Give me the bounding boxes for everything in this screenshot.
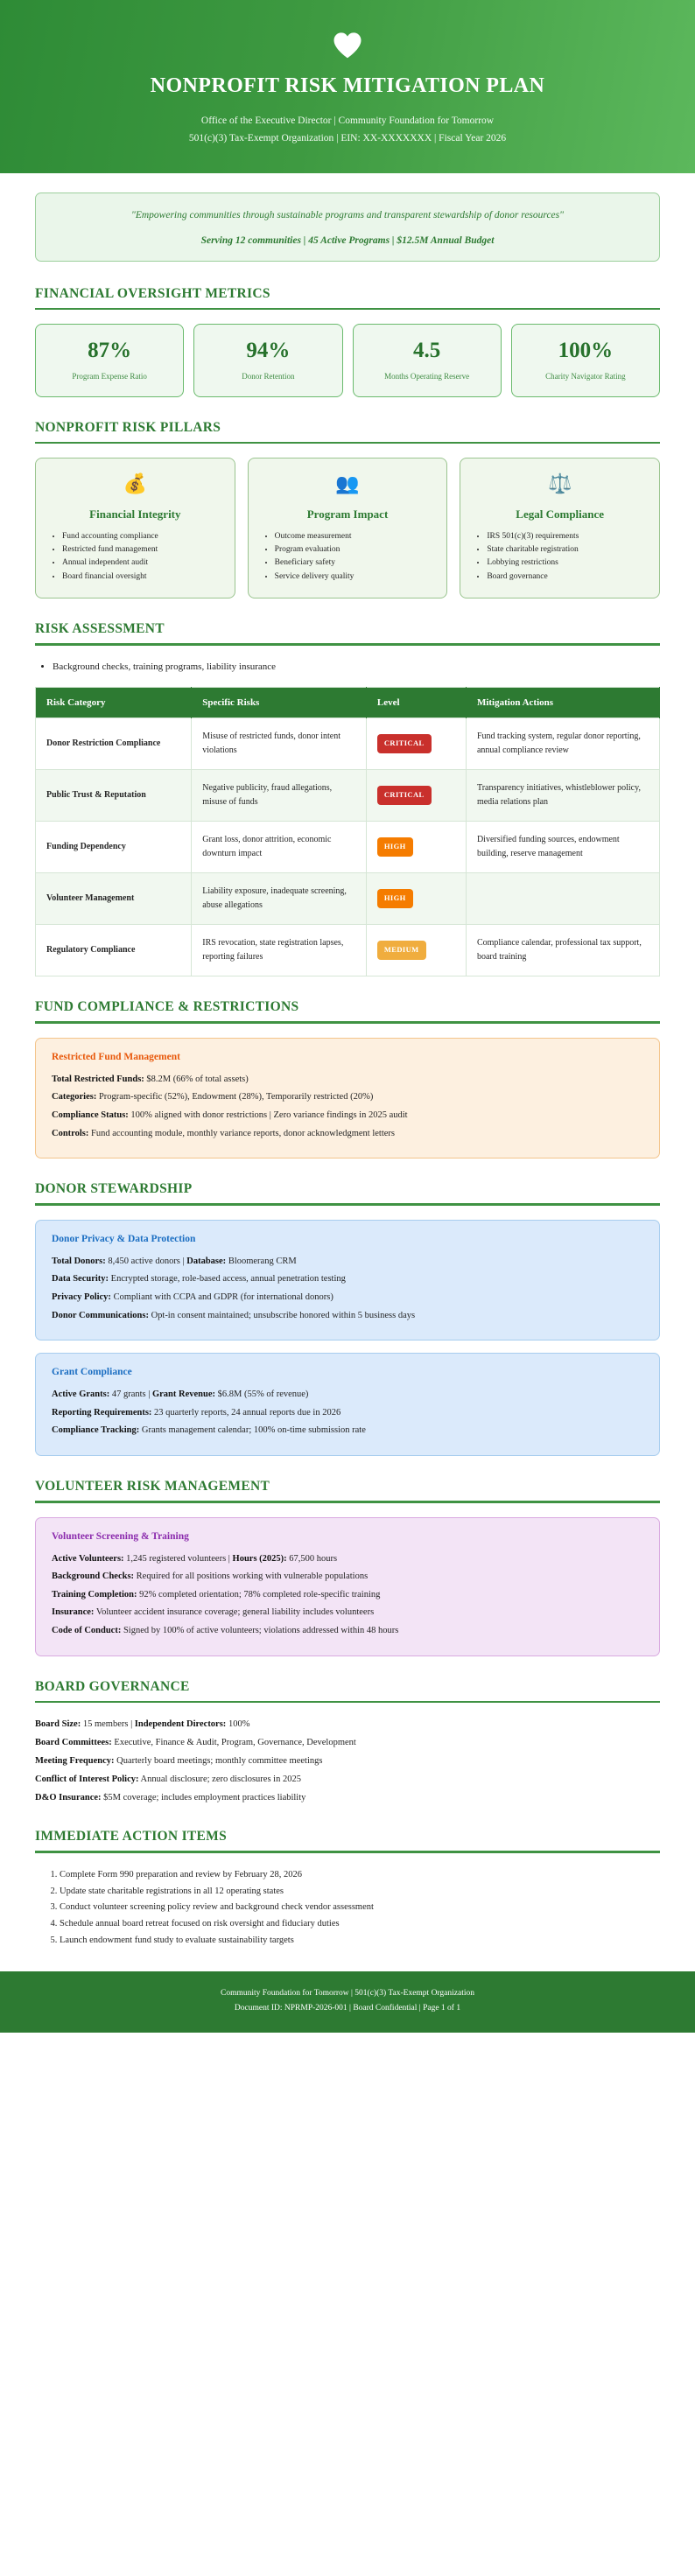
pillar-item: • Fund accounting compliance: [62, 530, 222, 543]
metric-value: 4.5: [413, 339, 441, 363]
mission-quote: "Empowering communities through sustainable programs and transparent stewardship of donor resources": [131, 210, 564, 221]
metric-card: [511, 324, 660, 397]
list-item: 3. Conduct volunteer screening policy review and background check vendor assessment: [60, 1900, 660, 1916]
table-header-row: [36, 688, 660, 718]
cell-mitigation-actions: Compliance calendar, professional tax support, board training: [466, 925, 659, 976]
section-divider: [35, 1203, 660, 1206]
table-header: [36, 688, 660, 718]
table-body: [36, 718, 660, 976]
detail-value: 15 members |: [81, 1719, 135, 1730]
heart-icon: [35, 32, 660, 59]
metric-label: Months Operating Reserve: [384, 371, 470, 381]
cell-specific-risks: Misuse of restricted funds, donor intent violations: [192, 718, 367, 770]
cell-mitigation-actions: Diversified funding sources, endowment building, reserve management: [466, 822, 659, 873]
callout-line: [52, 1271, 643, 1287]
callout-label: Reporting Requirements:: [52, 1407, 152, 1418]
cell-level: [366, 770, 466, 822]
pillar-item-list: [48, 530, 222, 584]
callout-value: 23 quarterly reports, 24 annual reports due in 2026: [151, 1407, 341, 1418]
section-financial-oversight-metrics: [35, 286, 660, 397]
status-badge: CRITICAL: [377, 786, 432, 805]
section-fund-compliance: [35, 999, 660, 1158]
detail-line: [35, 1735, 660, 1751]
callout-label: Data Security:: [52, 1274, 109, 1284]
callout-line: [52, 1605, 643, 1620]
pillar-item: • Board governance: [487, 570, 647, 584]
cell-risk-category: Volunteer Management: [36, 873, 192, 925]
detail-label: Board Committees:: [35, 1738, 112, 1748]
callout-value: $8.2M (66% of total assets): [144, 1074, 249, 1084]
section-immediate-action-items: [35, 1829, 660, 1949]
header-subtitle-line-2: 501(c)(3) Tax-Exempt Organization | EIN: XX-XXXXXXX | Fiscal Year 2026: [188, 133, 507, 144]
callout-label: Controls:: [52, 1128, 89, 1138]
section-heading: VOLUNTEER RISK MANAGEMENT: [35, 1479, 270, 1494]
cell-level: [366, 873, 466, 925]
callout-value: Fund accounting module, monthly variance reports, donor acknowledgment letters: [88, 1128, 396, 1138]
callout-value: Grants management calendar; 100% on-time submission rate: [139, 1425, 366, 1436]
column-header-level: Level: [366, 688, 466, 718]
callout-label: Active Volunteers:: [52, 1553, 124, 1564]
pillar-card-program-impact: [248, 458, 448, 598]
metric-label: Donor Retention: [242, 371, 295, 381]
callout-label: Privacy Policy:: [52, 1292, 111, 1302]
detail-value: Quarterly board meetings; monthly committee meetings: [114, 1756, 323, 1767]
callout-line: [52, 1072, 643, 1088]
detail-value: $5M coverage; includes employment practices liability: [101, 1793, 306, 1803]
detail-line: [35, 1754, 660, 1769]
callout-label: Active Grants:: [52, 1390, 110, 1400]
callout-line: [52, 1587, 643, 1603]
cell-specific-risks: IRS revocation, state registration lapses, reporting failures: [192, 925, 367, 976]
status-badge: MEDIUM: [377, 941, 426, 960]
callout-label: Total Restricted Funds:: [52, 1074, 144, 1084]
callout-line: [52, 1108, 643, 1124]
cell-specific-risks: Liability exposure, inadequate screening, abuse allegations: [192, 873, 367, 925]
callout-line: [52, 1387, 643, 1403]
callout-title: Donor Privacy & Data Protection: [52, 1233, 196, 1244]
pillar-item: • Restricted fund management: [62, 543, 222, 556]
section-heading: FINANCIAL OVERSIGHT METRICS: [35, 285, 270, 301]
list-item: 5. Launch endowment fund study to evaluate sustainability targets: [60, 1933, 660, 1950]
list-item: 2. Update state charitable registrations in all 12 operating states: [60, 1884, 660, 1900]
callout-line: [52, 1254, 643, 1270]
metric-label: Program Expense Ratio: [72, 371, 147, 381]
callout-value: $6.8M (55% of revenue): [215, 1390, 309, 1400]
pillar-item: • Program evaluation: [275, 543, 435, 556]
metric-card: [35, 324, 184, 397]
pillar-item-list: [261, 530, 435, 584]
cell-mitigation-actions: Transparency initiatives, whistleblower policy, media relations plan: [466, 770, 659, 822]
cell-specific-risks: Grant loss, donor attrition, economic downturn impact: [192, 822, 367, 873]
metric-value: 87%: [88, 339, 132, 363]
callout-label: Compliance Tracking:: [52, 1425, 140, 1436]
pillar-title: Legal Compliance: [516, 507, 605, 521]
detail-line: [35, 1717, 660, 1732]
table-row: [36, 718, 660, 770]
callout-label: Code of Conduct:: [52, 1626, 122, 1636]
section-divider: [35, 1701, 660, 1704]
callout-value: 100% aligned with donor restrictions | Zero variance findings in 2025 audit: [128, 1110, 408, 1120]
detail-line: [35, 1772, 660, 1788]
callout-line: [52, 1290, 643, 1306]
callout-restricted-fund-management: [35, 1038, 660, 1159]
list-item: • Background checks, training programs, liability insurance: [53, 660, 660, 676]
callout-title: Volunteer Screening & Training: [52, 1530, 189, 1542]
pillar-item: • Service delivery quality: [275, 570, 435, 584]
detail-line: [35, 1790, 660, 1806]
column-header-risk-category: Risk Category: [36, 688, 192, 718]
callout-value: 47 grants |: [109, 1390, 152, 1400]
page-title: NONPROFIT RISK MITIGATION PLAN: [150, 74, 545, 97]
action-item-list: [35, 1867, 660, 1949]
metric-value: 100%: [558, 339, 614, 363]
scales-icon: ⚖️: [547, 472, 572, 495]
status-badge: CRITICAL: [377, 734, 432, 753]
callout-line: [52, 1126, 643, 1142]
pillar-item: • Lobbying restrictions: [487, 556, 647, 570]
pillar-item: • IRS 501(c)(3) requirements: [487, 530, 647, 543]
metric-card: [193, 324, 342, 397]
callout-value: 67,500 hours: [286, 1553, 338, 1564]
section-volunteer-risk-management: [35, 1479, 660, 1656]
section-divider: [35, 442, 660, 444]
detail-label: Conflict of Interest Policy:: [35, 1774, 139, 1785]
document-header: [0, 0, 695, 173]
cell-risk-category: Regulatory Compliance: [36, 925, 192, 976]
callout-line: [52, 1308, 643, 1324]
board-governance-details: [35, 1717, 660, 1806]
pillar-item: • Board financial oversight: [62, 570, 222, 584]
callout-label: Hours (2025):: [232, 1553, 287, 1564]
money-bag-icon: 💰: [123, 472, 148, 495]
document-footer: [0, 1971, 695, 2032]
status-badge: HIGH: [377, 837, 413, 857]
callout-label: Insurance:: [52, 1607, 95, 1618]
pillar-title: Program Impact: [306, 507, 389, 521]
section-heading: FUND COMPLIANCE & RESTRICTIONS: [35, 999, 299, 1015]
risk-bullet-list: [35, 660, 660, 676]
mission-stats: Serving 12 communities | 45 Active Programs | $12.5M Annual Budget: [200, 234, 495, 246]
section-heading: NONPROFIT RISK PILLARS: [35, 419, 221, 435]
document-body: [0, 173, 695, 1949]
callout-line: [52, 1423, 643, 1438]
header-subtitle-line-1: Office of the Executive Director | Community Foundation for Tomorrow: [200, 116, 495, 126]
pillar-item: • State charitable registration: [487, 543, 647, 556]
footer-line-2: Document ID: NPRMP-2026-001 | Board Confidential | Page 1 of 1: [234, 2003, 461, 2012]
detail-label: Independent Directors:: [134, 1719, 227, 1730]
section-divider: [35, 1501, 660, 1503]
pillar-item: • Outcome measurement: [275, 530, 435, 543]
callout-title: Restricted Fund Management: [52, 1051, 180, 1062]
pillar-card-legal-compliance: [460, 458, 660, 598]
table-row: [36, 770, 660, 822]
cell-mitigation-actions: [466, 873, 659, 925]
section-risk-assessment: [35, 621, 660, 976]
callout-value: Opt-in consent maintained; unsubscribe honored within 5 business days: [148, 1310, 416, 1320]
section-donor-stewardship: [35, 1181, 660, 1456]
callout-label: Compliance Status:: [52, 1110, 129, 1120]
callout-value: Compliant with CCPA and GDPR (for international donors): [110, 1292, 333, 1302]
callout-donor-privacy: [35, 1220, 660, 1341]
section-risk-pillars: [35, 420, 660, 598]
section-board-governance: [35, 1679, 660, 1807]
metric-label: Charity Navigator Rating: [545, 371, 626, 381]
pillar-card-list: [35, 458, 660, 598]
callout-line: [52, 1089, 643, 1105]
section-heading: IMMEDIATE ACTION ITEMS: [35, 1829, 228, 1844]
callout-line: [52, 1405, 643, 1421]
section-divider: [35, 643, 660, 646]
callout-line: [52, 1569, 643, 1585]
pillar-item: • Beneficiary safety: [275, 556, 435, 570]
pillar-card-financial-integrity: [35, 458, 235, 598]
callout-value: Encrypted storage, role-based access, annual penetration testing: [109, 1274, 346, 1284]
callout-value: 8,450 active donors |: [105, 1256, 187, 1266]
pillar-item-list: [473, 530, 647, 584]
cell-risk-category: Funding Dependency: [36, 822, 192, 873]
section-divider: [35, 1851, 660, 1853]
cell-level: [366, 822, 466, 873]
section-divider: [35, 308, 660, 311]
detail-value: 100%: [226, 1719, 250, 1730]
section-heading: DONOR STEWARDSHIP: [35, 1181, 193, 1197]
callout-label: Training Completion:: [52, 1589, 137, 1600]
column-header-mitigation-actions: Mitigation Actions: [466, 688, 659, 718]
callout-value: 1,245 registered volunteers |: [123, 1553, 233, 1564]
metric-card-list: [35, 324, 660, 397]
cell-risk-category: Donor Restriction Compliance: [36, 718, 192, 770]
callout-line: [52, 1623, 643, 1639]
cell-mitigation-actions: Fund tracking system, regular donor reporting, annual compliance review: [466, 718, 659, 770]
callout-title: Grant Compliance: [52, 1367, 132, 1378]
callout-label: Background Checks:: [52, 1572, 135, 1582]
callout-value: Signed by 100% of active volunteers; violations addressed within 48 hours: [121, 1626, 399, 1636]
mission-banner: [35, 192, 660, 261]
table-row: [36, 925, 660, 976]
risk-assessment-table: [35, 687, 660, 976]
footer-line-1: Community Foundation for Tomorrow | 501(c)(3) Tax-Exempt Organization: [220, 1989, 474, 1998]
callout-line: [52, 1551, 643, 1567]
list-item: 4. Schedule annual board retreat focused on risk oversight and fiduciary duties: [60, 1916, 660, 1933]
table-row: [36, 873, 660, 925]
callout-label: Grant Revenue:: [151, 1390, 215, 1400]
callout-label: Categories:: [52, 1092, 97, 1102]
section-heading: BOARD GOVERNANCE: [35, 1678, 190, 1694]
metric-value: 94%: [246, 339, 291, 363]
callout-value: Volunteer accident insurance coverage; general liability includes volunteers: [94, 1607, 375, 1618]
people-icon: 👥: [335, 472, 360, 495]
callout-label: Donor Communications:: [52, 1310, 149, 1320]
callout-value: Required for all positions working with vulnerable populations: [134, 1572, 369, 1582]
column-header-specific-risks: Specific Risks: [192, 688, 367, 718]
metric-card: [353, 324, 502, 397]
cell-risk-category: Public Trust & Reputation: [36, 770, 192, 822]
detail-label: Meeting Frequency:: [35, 1756, 115, 1767]
detail-value: Executive, Finance & Audit, Program, Governance, Development: [111, 1738, 356, 1748]
pillar-title: Financial Integrity: [89, 507, 181, 521]
callout-value: Program-specific (52%), Endowment (28%), Temporarily restricted (20%): [96, 1092, 374, 1102]
section-heading: RISK ASSESSMENT: [35, 621, 165, 637]
callout-value: 92% completed orientation; 78% completed role-specific training: [137, 1589, 381, 1600]
status-badge: HIGH: [377, 889, 413, 908]
table-row: [36, 822, 660, 873]
cell-level: [366, 925, 466, 976]
detail-value: Annual disclosure; zero disclosures in 2025: [138, 1774, 301, 1785]
cell-specific-risks: Negative publicity, fraud allegations, misuse of funds: [192, 770, 367, 822]
section-divider: [35, 1021, 660, 1024]
callout-label: Database:: [186, 1256, 227, 1266]
list-item: 1. Complete Form 990 preparation and review by February 28, 2026: [60, 1867, 660, 1884]
callout-grant-compliance: [35, 1353, 660, 1456]
detail-label: D&O Insurance:: [35, 1793, 102, 1803]
detail-label: Board Size:: [35, 1719, 81, 1730]
callout-label: Total Donors:: [52, 1256, 106, 1266]
cell-level: [366, 718, 466, 770]
callout-value: Bloomerang CRM: [226, 1256, 297, 1266]
callout-volunteer-screening: [35, 1517, 660, 1656]
pillar-item: • Annual independent audit: [62, 556, 222, 570]
